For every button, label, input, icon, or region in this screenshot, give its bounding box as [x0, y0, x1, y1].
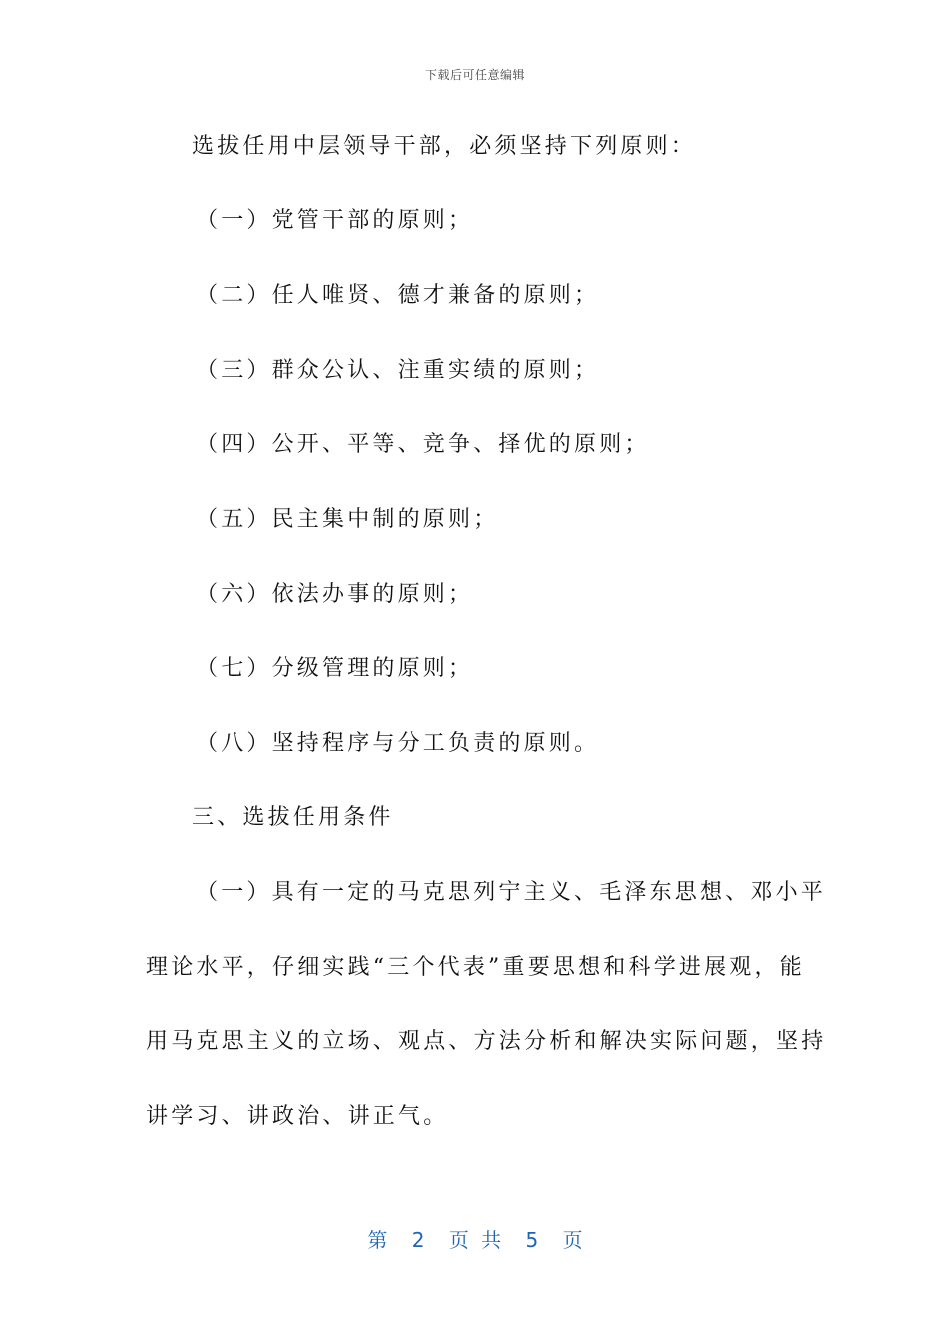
total-pages-number: 5 [525, 1228, 539, 1252]
page-mid-text: 页 共 [448, 1228, 502, 1252]
principle-item: （八）坚持程序与分工负责的原则。 [196, 731, 600, 756]
principle-item: （五）民主集中制的原则； [196, 507, 499, 532]
principle-item: （二）任人唯贤、德才兼备的原则； [196, 283, 600, 308]
condition-line: 讲学习、讲政治、讲正气。 [146, 1104, 449, 1129]
section-title: 三、选拔任用条件 [192, 805, 394, 830]
intro-paragraph: 选拔任用中层领导干部，必须坚持下列原则： [192, 134, 697, 159]
principle-item: （四）公开、平等、竞争、择优的原则； [196, 432, 650, 457]
header-note: 下载后可任意编辑 [424, 68, 525, 82]
page-suffix: 页 [562, 1228, 583, 1252]
current-page-number: 2 [411, 1228, 425, 1252]
condition-line: 用马克思主义的立场、观点、方法分析和解决实际问题，坚持 [146, 1029, 827, 1054]
page-prefix: 第 [367, 1228, 388, 1252]
page-number-footer [0, 1224, 950, 1253]
principle-item: （六）依法办事的原则； [196, 582, 474, 607]
condition-line: （一）具有一定的马克思列宁主义、毛泽东思想、邓小平 [196, 880, 827, 905]
principle-item: （一）党管干部的原则； [196, 208, 474, 233]
principle-item: （七）分级管理的原则； [196, 656, 474, 681]
condition-line: 理论水平，仔细实践“三个代表”重要思想和科学进展观，能 [146, 955, 805, 980]
principle-item: （三）群众公认、注重实绩的原则； [196, 358, 600, 383]
